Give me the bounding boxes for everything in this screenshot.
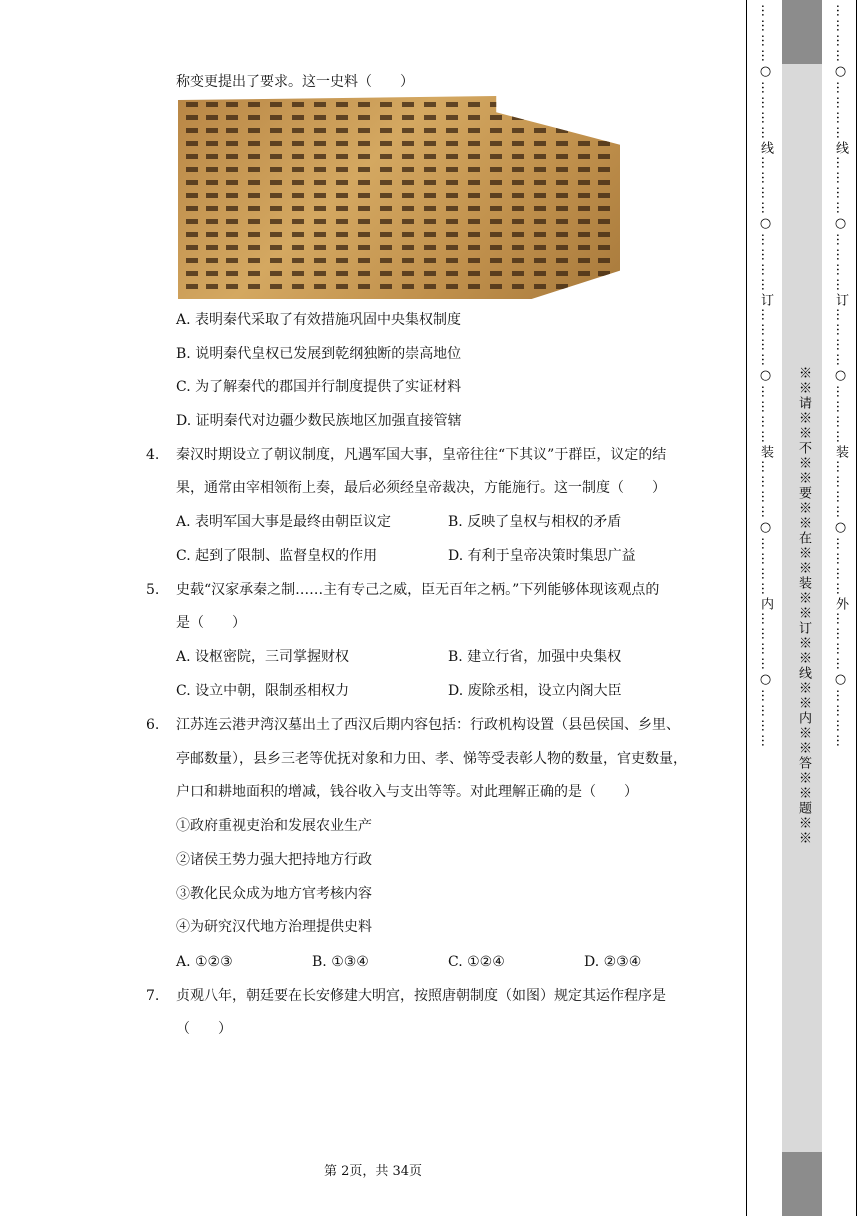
q7-line-2: （ ） <box>176 1021 232 1037</box>
q5-option-c: C. 设立中朝，限制丞相权力 <box>176 683 350 699</box>
q7-number: 7. <box>146 988 160 1004</box>
q3-option-c: C. 为了解秦代的郡国并行制度提供了实证材料 <box>176 379 462 395</box>
page-footer: 第 2页，共 34页 <box>323 1164 423 1179</box>
q3-option-b: B. 说明秦代皇权已发展到乾纲独断的崇高地位 <box>176 346 462 362</box>
q4-option-c: C. 起到了限制、监督皇权的作用 <box>176 548 378 564</box>
q6-option-a: A. ①②③ <box>176 954 233 970</box>
outer-binding-strip <box>822 0 857 1216</box>
binding-dark-block-top <box>782 0 822 64</box>
q6-item-2: ②诸侯王势力强大把持地方行政 <box>176 852 372 868</box>
q5-option-b: B. 建立行省，加强中央集权 <box>448 649 622 665</box>
q3-stem-tail: 称变更提出了要求。这一史料（ ） <box>176 74 414 90</box>
q6-option-d: D. ②③④ <box>584 954 642 970</box>
q6-number: 6. <box>146 717 160 733</box>
q6-option-c: C. ①②④ <box>448 954 505 970</box>
q6-line-1: 江苏连云港尹湾汉墓出土了西汉后期内容包括：行政机构设置（县邑侯国、乡里、 <box>176 717 680 733</box>
q5-line-2: 是（ ） <box>176 615 246 631</box>
q6-option-b: B. ①③④ <box>312 954 369 970</box>
q4-line-1: 秦汉时期设立了朝议制度，凡遇军国大事，皇帝往往“下其议”于群臣，议定的结 <box>176 447 667 463</box>
bamboo-slip-image <box>178 96 620 299</box>
q5-option-d: D. 废除丞相，设立内阁大臣 <box>448 683 622 699</box>
q4-option-b: B. 反映了皇权与相权的矛盾 <box>448 514 622 530</box>
q5-line-1: 史载“汉家承秦之制……主有专己之威，臣无百年之柄。”下列能够体现该观点的 <box>176 582 660 598</box>
q6-item-3: ③教化民众成为地方官考核内容 <box>176 886 372 902</box>
q4-option-d: D. 有利于皇帝决策时集思广益 <box>448 548 636 564</box>
q5-option-a: A. 设枢密院，三司掌握财权 <box>176 649 350 665</box>
q7-line-1: 贞观八年，朝廷要在长安修建大明宫，按照唐朝制度（如图）规定其运作程序是 <box>176 988 666 1004</box>
binding-warning-text: ※※请※※不※※要※※在※※装※※订※※线※※内※※答※※题※※ <box>796 366 811 846</box>
q6-item-4: ④为研究汉代地方治理提供史料 <box>176 919 372 935</box>
q4-option-a: A. 表明军国大事是最终由朝臣议定 <box>176 514 392 530</box>
q6-line-3: 户口和耕地面积的增减，钱谷收入与支出等等。对此理解正确的是（ ） <box>176 784 638 800</box>
binding-warning-strip <box>782 0 823 1216</box>
outer-binding-text: …………○…………线…………○…………订…………○…………装…………○…………外…………○………… <box>833 4 848 749</box>
q6-item-1: ①政府重视吏治和发展农业生产 <box>176 818 372 834</box>
inner-binding-text: …………○…………线…………○…………订…………○…………装…………○…………内…………○………… <box>758 4 773 749</box>
q4-number: 4. <box>146 447 160 463</box>
q6-line-2: 亭邮数量），县乡三老等优抚对象和力田、孝、悌等受表彰人物的数量，官吏数量， <box>176 751 687 767</box>
inner-binding-strip <box>746 0 784 1216</box>
q3-option-a: A. 表明秦代采取了有效措施巩固中央集权制度 <box>176 312 462 328</box>
q4-line-2: 果，通常由宰相领衔上奏，最后必须经皇帝裁决，方能施行。这一制度（ ） <box>176 480 666 496</box>
binding-dark-block-bottom <box>782 1152 822 1216</box>
q3-option-d: D. 证明秦代对边疆少数民族地区加强直接管辖 <box>176 413 462 429</box>
q5-number: 5. <box>146 582 160 598</box>
